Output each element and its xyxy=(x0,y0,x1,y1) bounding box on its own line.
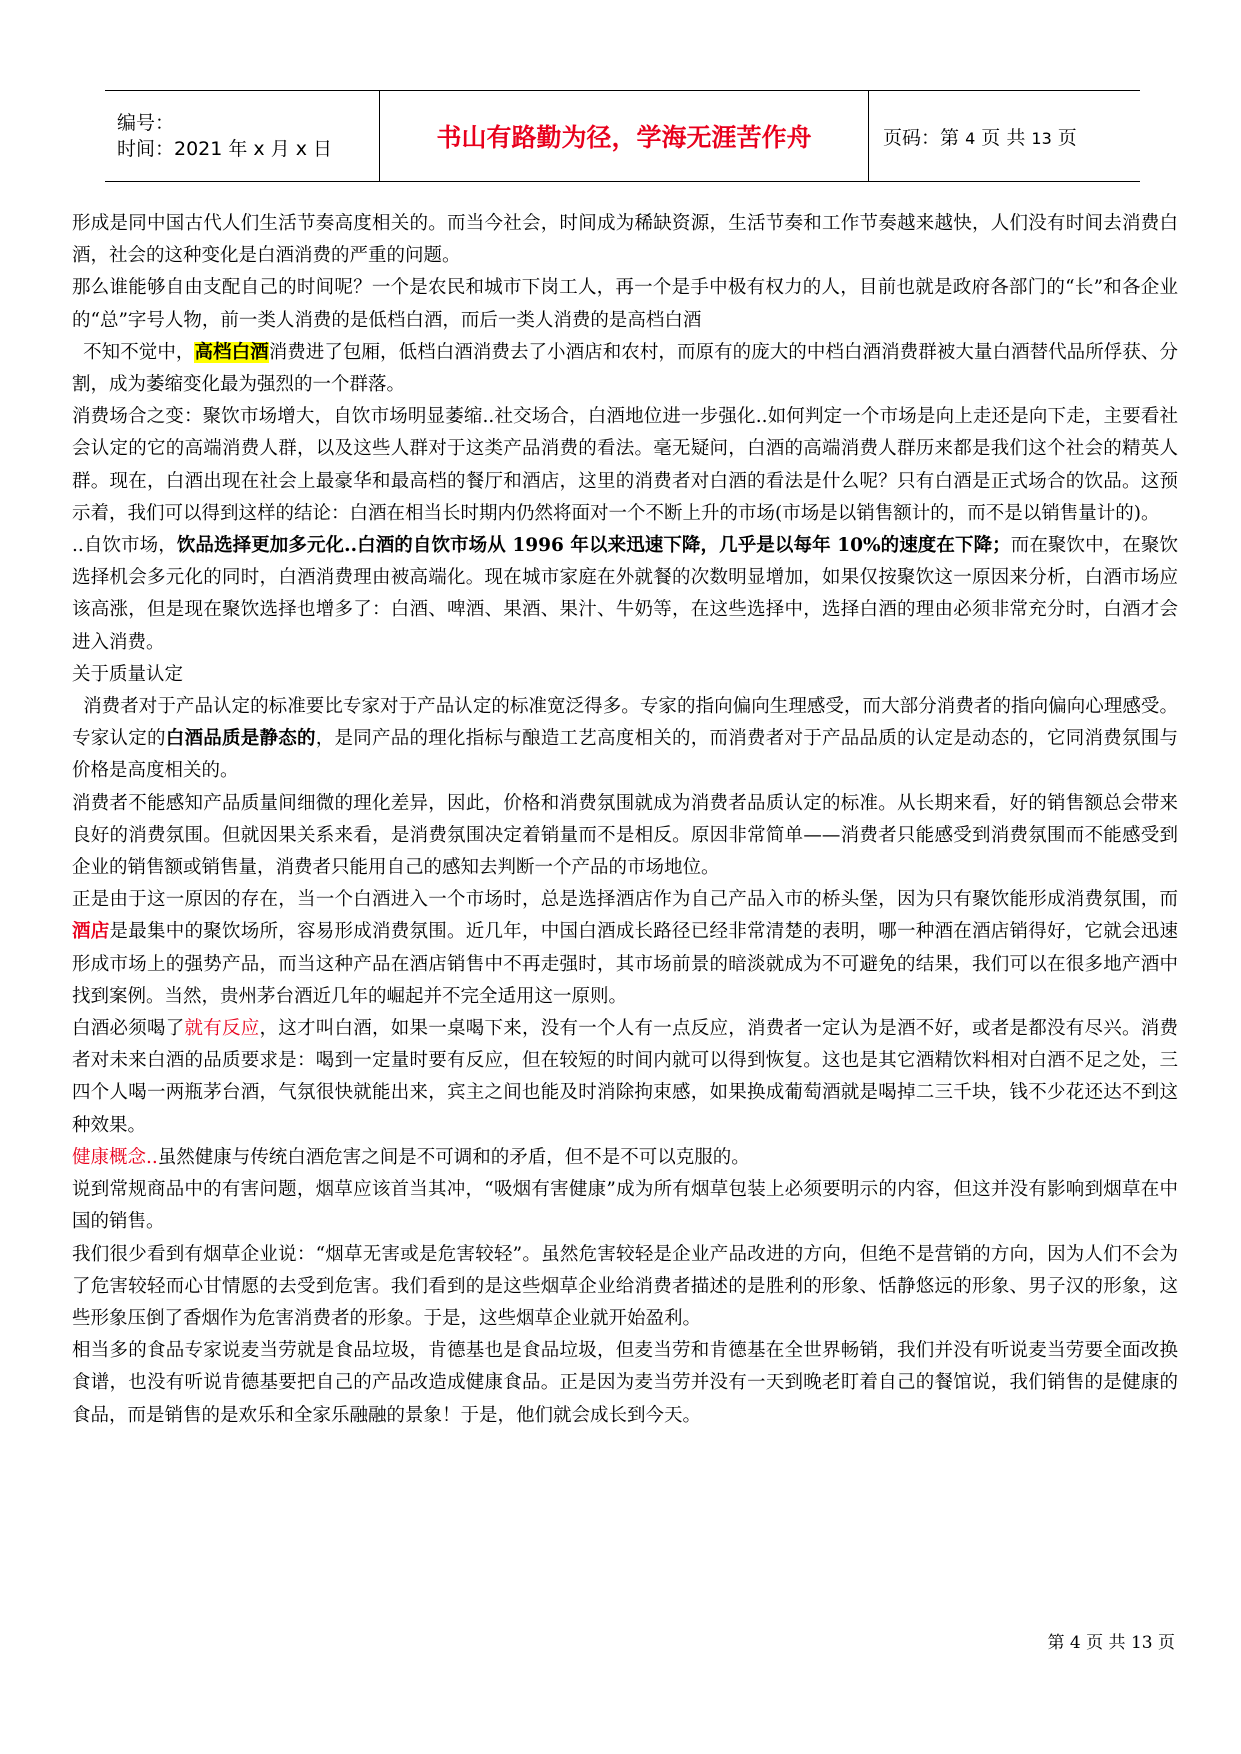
document-body xyxy=(72,208,1178,1432)
document-number-label: 编号： xyxy=(117,112,175,134)
page-mid: 页 共 xyxy=(981,126,1026,149)
paragraph-text: ，这才叫白酒，如果一桌喝下来，没有一个人有一点反应，消费者一定认为是酒不好，或者是都没有尽兴。消费者对未来白酒的品质要求是：喝到一定量时要有反应，但在较短的时间内就可以得到恢复。这也是其它酒精饮料相对白酒不足之处，三四个人喝一两瓶茅台酒，气氛很快就能出来，宾主之间也能及时消除拘束感，如果换成葡萄酒就是喝掉二三千块，钱不少花还达不到这种效果。 xyxy=(72,1018,1178,1136)
header-page-info xyxy=(869,91,1141,182)
paragraph-text: 不知不觉中， xyxy=(83,341,195,363)
bold-text: 饮品选择更加多元化..白酒的自饮市场从 1996 年以来迅速下降，几乎是以每年 10%的速度在下降； xyxy=(176,535,1011,557)
red-term: 健康概念.. xyxy=(72,1146,158,1168)
paragraph xyxy=(72,884,1178,1013)
page-current: 4 xyxy=(965,128,976,148)
red-bold-term: 酒店 xyxy=(72,921,110,943)
section-heading: 关于质量认定 xyxy=(72,663,184,685)
paragraph xyxy=(72,1142,1178,1174)
paragraph-text: ，是同产品的理化指标与酿造工艺高度相关的，而消费者对于产品品质的认定是动态的，它同消费氛围与价格是高度相关的。 xyxy=(72,728,1178,782)
paragraph-text: 消费者对于产品认定的标准要比专家对于产品认定的标准宽泛得多。专家的指向偏向生理感受，而大部分消费者的指向偏向心理感受。专家认定的 xyxy=(72,696,1178,750)
paragraph-text: 是最集中的聚饮场所，容易形成消费氛围。近几年，中国白酒成长路径已经非常清楚的表明，哪一种酒在酒店销得好，它就会迅速形成市场上的强势产品，而当这种产品在酒店销售中不再走强时，其市场前景的暗淡就成为不可避免的结果，我们可以在很多地产酒中找到案例。当然，贵州茅台酒近几年的崛起并不完全适用这一原则。 xyxy=(72,921,1178,1007)
paragraph-text: 虽然健康与传统白酒危害之间是不可调和的矛盾，但不是不可以克服的。 xyxy=(157,1146,750,1168)
paragraph: 说到常规商品中的有害问题，烟草应该首当其冲，“吸烟有害健康”成为所有烟草包装上必须要明示的内容，但这并没有影响到烟草在中国的销售。 xyxy=(72,1179,1178,1233)
paragraph-text: ..自饮市场， xyxy=(72,535,177,557)
highlighted-term: 高档白酒 xyxy=(194,341,269,363)
header-motto: 书山有路勤为径，学海无涯苦作舟 xyxy=(380,91,869,182)
paragraph: 消费者不能感知产品质量间细微的理化差异，因此，价格和消费氛围就成为消费者品质认定的标准。从长期来看，好的销售额总会带来良好的消费氛围。但就因果关系来看，是消费氛围决定着销量而不是相反。原因非常简单——消费者只能感受到消费氛围而不能感受到企业的销售额或销售量，消费者只能用自己的感知去判断一个产品的市场地位。 xyxy=(72,792,1178,879)
paragraph-text: 而在聚饮中，在聚饮选择机会多元化的同时，白酒消费理由被高端化。现在城市家庭在外就餐的次数明显增加，如果仅按聚饮这一原因来分析，白酒市场应该高涨，但是现在聚饮选择也增多了：白酒、啤酒、果酒、果汁、牛奶等，在这些选择中，选择白酒的理由必须非常充分时，白酒才会进入消费。 xyxy=(72,535,1178,653)
red-term: 就有反应 xyxy=(184,1018,260,1040)
paragraph xyxy=(72,691,1178,788)
header-meta-cell xyxy=(105,91,380,182)
page-footer: 第 4 页 共 13 页 xyxy=(1047,1633,1175,1653)
page-label: 页码：第 xyxy=(883,126,960,149)
page-total: 13 xyxy=(1031,128,1052,148)
paragraph xyxy=(72,530,1178,659)
paragraph: 那么谁能够自由支配自己的时间呢？一个是农民和城市下岗工人，再一个是手中极有权力的人，目前也就是政府各部门的“长”和各企业的“总”字号人物，前一类人消费的是低档白酒，而后一类人消费的是高档白酒 xyxy=(72,277,1178,331)
paragraph: 消费场合之变：聚饮市场增大，自饮市场明显萎缩..社交场合，白酒地位进一步强化..如何判定一个市场是向上走还是向下走，主要看社会认定的它的高端消费人群，以及这些人群对于这类产品消费的看法。毫无疑问，白酒的高端消费人群历来都是我们这个社会的精英人群。现在，白酒出现在社会上最豪华和最高档的餐厅和酒店，这里的消费者对白酒的看法是什么呢？只有白酒是正式场合的饮品。这预示着，我们可以得到这样的结论：白酒在相当长时期内仍然将面对一个不断上升的市场(市场是以销售额计的，而不是以销售量计的)。 xyxy=(72,406,1178,524)
page-end: 页 xyxy=(1057,126,1077,149)
document-header xyxy=(105,90,1140,182)
document-time-label: 时间：2021 年 x 月 x 日 xyxy=(117,138,333,160)
bold-text: 白酒品质是静态的 xyxy=(165,728,316,750)
paragraph: 我们很少看到有烟草企业说：“烟草无害或是危害较轻”。虽然危害较轻是企业产品改进的方向，但绝不是营销的方向，因为人们不会为了危害较轻而心甘情愿的去受到危害。我们看到的是这些烟草企业给消费者描述的是胜利的形象、恬静悠远的形象、男子汉的形象，这些形象压倒了香烟作为危害消费者的形象。于是，这些烟草企业就开始盈利。 xyxy=(72,1243,1178,1329)
paragraph xyxy=(72,337,1178,401)
paragraph-text: 白酒必须喝了 xyxy=(72,1018,185,1040)
paragraph: 相当多的食品专家说麦当劳就是食品垃圾，肯德基也是食品垃圾，但麦当劳和肯德基在全世界畅销，我们并没有听说麦当劳要全面改换食谱，也没有听说肯德基要把自己的产品改造成健康食品。正是因为麦当劳并没有一天到晚老盯着自己的餐馆说，我们销售的是健康的食品，而是销售的是欢乐和全家乐融融的景象！于是，他们就会成长到今天。 xyxy=(72,1340,1178,1426)
paragraph-text: 正是由于这一原因的存在，当一个白酒进入一个市场时，总是选择酒店作为自己产品入市的桥头堡，因为只有聚饮能形成消费氛围，而 xyxy=(72,889,1178,911)
paragraph-text: 消费进了包厢，低档白酒消费去了小酒店和农村，而原有的庞大的中档白酒消费群被大量白酒替代品所俘获、分割，成为萎缩变化最为强烈的一个群落。 xyxy=(72,341,1178,396)
paragraph xyxy=(72,1013,1178,1142)
paragraph: 形成是同中国古代人们生活节奏高度相关的。而当今社会，时间成为稀缺资源，生活节奏和工作节奏越来越快，人们没有时间去消费白酒，社会的这种变化是白酒消费的严重的问题。 xyxy=(72,213,1178,267)
